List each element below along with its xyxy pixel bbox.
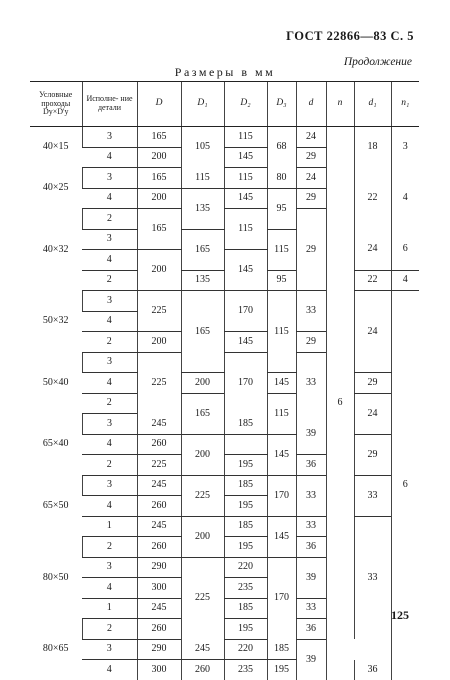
- variant-cell: 1: [82, 598, 137, 619]
- D-cell: 245: [137, 598, 181, 619]
- D-cell: 260: [137, 496, 181, 517]
- D1-cell: 245: [181, 639, 224, 660]
- n1-cell: 4: [391, 168, 419, 230]
- variant-cell: 3: [82, 291, 137, 312]
- variant-cell: 3: [82, 229, 137, 250]
- size-cell: 65×40: [42, 438, 69, 450]
- table-row: [30, 516, 419, 537]
- variant-cell: 2: [82, 455, 137, 476]
- D2-cell: 235: [224, 578, 267, 599]
- col-header-n: n: [326, 82, 354, 127]
- variant-cell: 2: [82, 393, 137, 414]
- D-cell: 225: [137, 291, 181, 332]
- table-row: [30, 639, 419, 660]
- D-cell: 245: [137, 414, 181, 435]
- D-cell: 165: [137, 127, 181, 148]
- size-cell: 40×15: [42, 141, 69, 153]
- D1-cell: 135: [181, 188, 224, 229]
- size-cell: 50×40: [42, 376, 69, 388]
- variant-cell: 3: [82, 414, 137, 435]
- variant-cell: 2: [82, 537, 137, 558]
- col-header-d1: d₁: [354, 82, 391, 127]
- table-row: [30, 475, 419, 496]
- D2-cell: 115: [224, 127, 267, 148]
- variant-cell: 4: [82, 188, 137, 209]
- D1-cell: 105: [181, 127, 224, 168]
- D2-cell: 145: [224, 188, 267, 209]
- col-header-passages: Условные проходы Dy×D'y: [30, 82, 82, 127]
- size-cell: 80×65: [42, 643, 69, 654]
- dimensions-caption: Размеры в мм: [174, 65, 276, 79]
- continuation-label: Продолжение: [343, 56, 412, 68]
- variant-cell: 4: [82, 147, 137, 168]
- D3-cell: 195: [267, 660, 296, 680]
- variant-cell: 3: [82, 127, 137, 148]
- d1-cell: 36: [354, 660, 391, 680]
- d-cell: 29: [296, 332, 326, 353]
- D1-cell: 200: [181, 373, 224, 394]
- D3-cell: 115: [267, 229, 296, 270]
- D-cell: 165: [137, 209, 181, 250]
- d-cell: 33: [296, 516, 326, 537]
- d1-cell: 29: [354, 373, 391, 394]
- d-cell: 39: [296, 414, 326, 455]
- D1-cell: 115: [181, 168, 224, 189]
- col-header-D2: D₂: [224, 82, 267, 127]
- D-cell: 245: [137, 475, 181, 496]
- n1-cell: 6: [391, 291, 419, 680]
- variant-cell: 3: [82, 639, 137, 660]
- variant-cell: 2: [82, 270, 137, 291]
- col-header-d: d: [296, 82, 326, 127]
- n1-cell: 6: [391, 229, 419, 270]
- D-cell: 290: [137, 557, 181, 578]
- table-row: [30, 434, 419, 455]
- table-row: [30, 127, 419, 148]
- D2-cell: 185: [224, 475, 267, 496]
- table-header-row: [30, 82, 419, 127]
- D1-cell: 165: [181, 229, 224, 270]
- D1-cell: 200: [181, 434, 224, 475]
- d1-cell: 18: [354, 127, 391, 168]
- d-cell: 33: [296, 475, 326, 516]
- d-cell: 39: [296, 557, 326, 598]
- D2-cell: 145: [224, 250, 267, 291]
- D2-cell: 185: [224, 516, 267, 537]
- d-cell: 24: [296, 168, 326, 189]
- D2-cell: 195: [224, 455, 267, 476]
- D1-cell: 225: [181, 475, 224, 516]
- size-cell: 40×32: [42, 243, 69, 255]
- d-cell: 36: [296, 537, 326, 558]
- d1-cell: 29: [354, 434, 391, 475]
- variant-cell: 3: [82, 352, 137, 373]
- D2-cell: 195: [224, 619, 267, 640]
- page-number: 125: [391, 608, 409, 622]
- d1-cell: 22: [354, 270, 391, 291]
- D3-cell: 115: [267, 393, 296, 434]
- D3-cell: 145: [267, 373, 296, 394]
- variant-cell: 4: [82, 311, 137, 332]
- col-header-D: D: [137, 82, 181, 127]
- dimensions-table: [30, 81, 419, 680]
- D2-cell: 170: [224, 352, 267, 414]
- d-cell: 36: [296, 455, 326, 476]
- n1-cell: 4: [391, 270, 419, 291]
- D1-cell: 165: [181, 291, 224, 373]
- table-row: [30, 168, 419, 189]
- D3-cell: 145: [267, 434, 296, 475]
- D3-cell: 95: [267, 270, 296, 291]
- d-cell: 29: [296, 188, 326, 209]
- size-cell: 50×32: [42, 315, 69, 327]
- D2-cell: 145: [224, 147, 267, 168]
- d-cell: 33: [296, 291, 326, 332]
- document-header: ГОСТ 22866—83 С. 5: [286, 29, 414, 43]
- D-cell: 200: [137, 250, 181, 291]
- col-header-D1: D₁: [181, 82, 224, 127]
- d-cell: 29: [296, 209, 326, 291]
- d-cell: 29: [296, 147, 326, 168]
- D-cell: 260: [137, 619, 181, 640]
- D-cell: 300: [137, 660, 181, 680]
- D2-cell: 115: [224, 168, 267, 189]
- variant-cell: 1: [82, 516, 137, 537]
- D2-cell: 115: [224, 209, 267, 250]
- d1-cell: 24: [354, 291, 391, 373]
- D3-cell: 95: [267, 188, 296, 229]
- variant-cell: 4: [82, 373, 137, 394]
- variant-cell: 2: [82, 332, 137, 353]
- D-cell: 200: [137, 188, 181, 209]
- d-cell: 39: [296, 639, 326, 680]
- D2-cell: [224, 434, 267, 455]
- D2-cell: 235: [224, 660, 267, 680]
- D-cell: 225: [137, 352, 181, 414]
- D1-cell: 165: [181, 393, 224, 434]
- D1-cell: 135: [181, 270, 224, 291]
- d1-cell: 24: [354, 393, 391, 434]
- D2-cell: 185: [224, 414, 267, 435]
- D1-cell: 260: [181, 660, 224, 680]
- D2-cell: 220: [224, 639, 267, 660]
- variant-cell: 2: [82, 209, 137, 230]
- D3-cell: 115: [267, 291, 296, 373]
- variant-cell: 4: [106, 663, 112, 675]
- D2-cell: 220: [224, 557, 267, 578]
- size-cell: 65×50: [42, 499, 69, 511]
- D1-cell: 225: [181, 557, 224, 639]
- D-cell: 225: [137, 455, 181, 476]
- D2-cell: 195: [224, 496, 267, 517]
- table-row: [30, 291, 419, 312]
- D3-cell: 170: [267, 557, 296, 639]
- variant-cell: 4: [82, 578, 137, 599]
- D-cell: 260: [137, 434, 181, 455]
- d-cell: 24: [296, 127, 326, 148]
- variant-cell: 3: [82, 557, 137, 578]
- D3-cell: 80: [267, 168, 296, 189]
- size-cell: 80×50: [42, 571, 69, 583]
- D-cell: 260: [137, 537, 181, 558]
- D-cell: 200: [137, 147, 181, 168]
- D-cell: 245: [137, 516, 181, 537]
- table-row: [30, 660, 419, 680]
- d-cell: 33: [296, 352, 326, 414]
- D3-cell: 185: [267, 639, 296, 660]
- d1-cell: 24: [354, 229, 391, 270]
- D-cell: 290: [137, 639, 181, 660]
- size-cell: 40×25: [42, 182, 69, 193]
- variant-cell: 4: [82, 250, 137, 271]
- d1-cell: 22: [354, 168, 391, 230]
- D2-cell: 170: [224, 291, 267, 332]
- D3-cell: 68: [267, 127, 296, 168]
- D2-cell: 195: [224, 537, 267, 558]
- variant-cell: 4: [82, 496, 137, 517]
- variant-cell: 2: [82, 619, 137, 640]
- variant-cell: 3: [82, 168, 137, 189]
- variant-cell: 3: [82, 475, 137, 496]
- D3-cell: 145: [267, 516, 296, 557]
- D1-cell: 200: [181, 516, 224, 557]
- d1-cell: 33: [354, 475, 391, 516]
- n-cell: 6: [326, 127, 354, 680]
- D-cell: 200: [137, 332, 181, 353]
- D2-cell: 185: [224, 598, 267, 619]
- D-cell: 300: [137, 578, 181, 599]
- d1-cell: 33: [354, 516, 391, 639]
- d-cell: 36: [296, 619, 326, 640]
- col-header-n1: n₁: [391, 82, 419, 127]
- variant-cell: 4: [82, 434, 137, 455]
- col-header-D3: D₃: [267, 82, 296, 127]
- D-cell: 165: [137, 168, 181, 189]
- D3-cell: 170: [267, 475, 296, 516]
- col-header-variant: Исполне- ние детали: [82, 82, 137, 127]
- d-cell: 33: [296, 598, 326, 619]
- D2-cell: 145: [224, 332, 267, 353]
- n1-cell: 3: [391, 127, 419, 168]
